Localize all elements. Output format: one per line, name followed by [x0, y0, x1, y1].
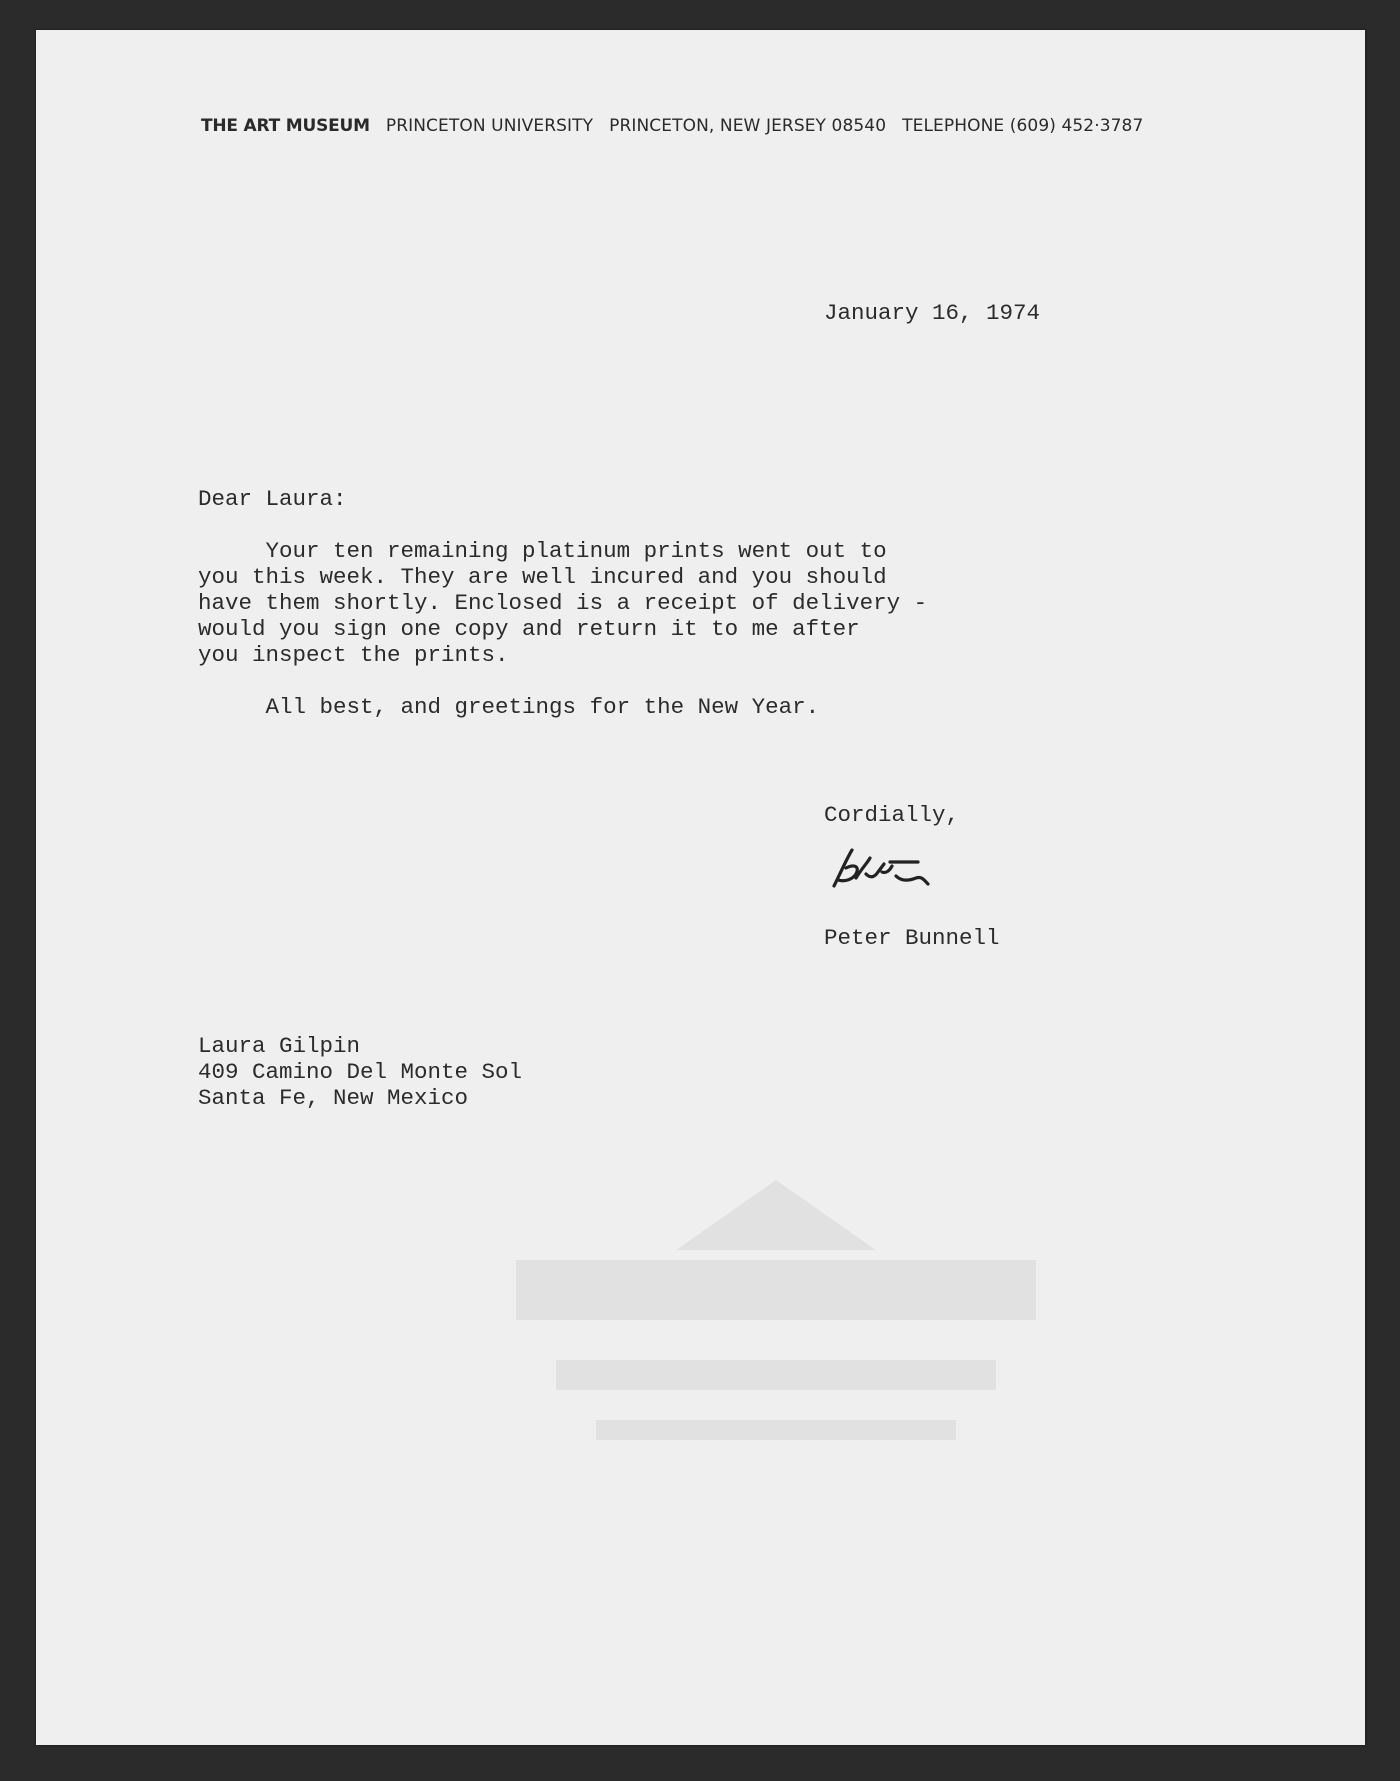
letterhead-university: PRINCETON UNIVERSITY	[385, 116, 594, 136]
closing-paragraph: All best, and greetings for the New Year.	[198, 694, 820, 720]
complimentary-close: Cordially,	[824, 802, 960, 828]
signer-name: Peter Bunnell	[824, 925, 1000, 951]
body-line: you this week. They are well incured and you should	[198, 564, 887, 590]
letterhead-address: PRINCETON, NEW JERSEY 08540	[609, 116, 887, 136]
body-line: Your ten remaining platinum prints went out to	[198, 538, 887, 564]
letter-date: January 16, 1974	[824, 300, 1041, 326]
faint-show-through-graphic	[496, 1180, 1056, 1540]
letterhead	[201, 116, 1143, 136]
body-paragraph	[198, 538, 927, 668]
letter-page	[36, 30, 1365, 1745]
recipient-address	[198, 1033, 522, 1111]
salutation: Dear Laura:	[198, 486, 347, 512]
recipient-city: Santa Fe, New Mexico	[198, 1085, 469, 1111]
handwritten-signature	[826, 838, 936, 898]
body-line: would you sign one copy and return it to me after	[198, 616, 860, 642]
recipient-street: 409 Camino Del Monte Sol	[198, 1059, 523, 1085]
recipient-name: Laura Gilpin	[198, 1033, 361, 1059]
letterhead-telephone: TELEPHONE (609) 452·3787	[902, 116, 1144, 136]
letterhead-organization: THE ART MUSEUM	[201, 116, 370, 136]
body-line: you inspect the prints.	[198, 642, 509, 668]
body-line: have them shortly. Enclosed is a receipt of delivery -	[198, 590, 928, 616]
